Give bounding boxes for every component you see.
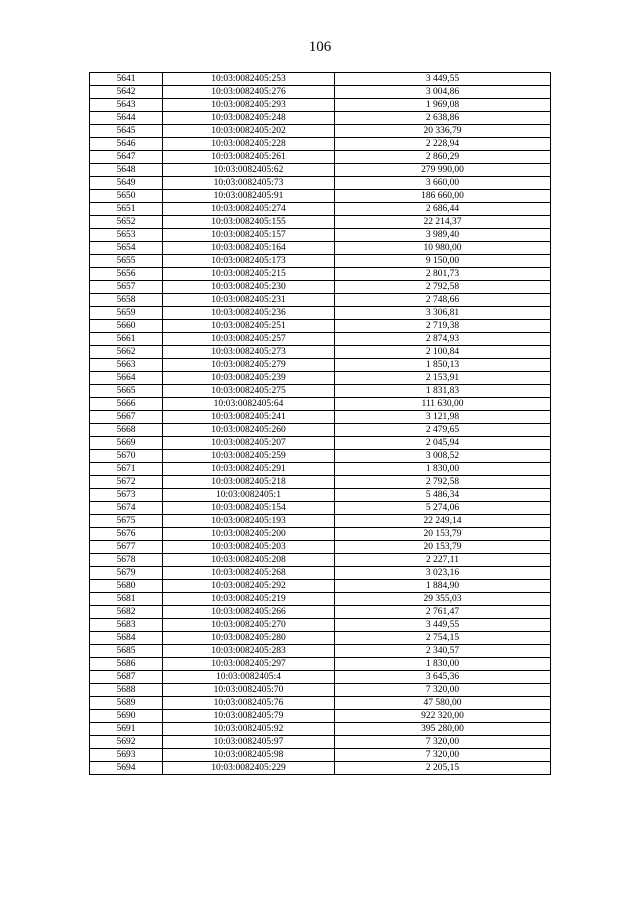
row-number-cell: 5672 [90, 476, 163, 489]
row-number-cell: 5656 [90, 268, 163, 281]
row-number-cell: 5687 [90, 671, 163, 684]
cadastral-number-cell: 10:03:0082405:207 [163, 437, 335, 450]
data-table [89, 72, 551, 775]
cadastral-number-cell: 10:03:0082405:219 [163, 593, 335, 606]
value-cell: 2 792,58 [335, 281, 551, 294]
table-row [90, 346, 551, 359]
cadastral-number-cell: 10:03:0082405:193 [163, 515, 335, 528]
table-row [90, 73, 551, 86]
value-cell: 3 449,55 [335, 73, 551, 86]
value-cell: 2 860,29 [335, 151, 551, 164]
row-number-cell: 5674 [90, 502, 163, 515]
cadastral-number-cell: 10:03:0082405:260 [163, 424, 335, 437]
value-cell: 2 719,38 [335, 320, 551, 333]
table-row [90, 567, 551, 580]
row-number-cell: 5646 [90, 138, 163, 151]
value-cell: 20 336,79 [335, 125, 551, 138]
table-row [90, 125, 551, 138]
value-cell: 10 980,00 [335, 242, 551, 255]
cadastral-number-cell: 10:03:0082405:208 [163, 554, 335, 567]
value-cell: 7 320,00 [335, 749, 551, 762]
row-number-cell: 5685 [90, 645, 163, 658]
value-cell: 2 748,66 [335, 294, 551, 307]
row-number-cell: 5682 [90, 606, 163, 619]
row-number-cell: 5645 [90, 125, 163, 138]
row-number-cell: 5663 [90, 359, 163, 372]
cadastral-number-cell: 10:03:0082405:97 [163, 736, 335, 749]
table-row [90, 489, 551, 502]
cadastral-number-cell: 10:03:0082405:241 [163, 411, 335, 424]
value-cell: 1 831,83 [335, 385, 551, 398]
cadastral-number-cell: 10:03:0082405:92 [163, 723, 335, 736]
cadastral-number-cell: 10:03:0082405:157 [163, 229, 335, 242]
cadastral-number-cell: 10:03:0082405:275 [163, 385, 335, 398]
value-cell: 2 100,84 [335, 346, 551, 359]
table-row [90, 229, 551, 242]
table-row [90, 216, 551, 229]
cadastral-number-cell: 10:03:0082405:280 [163, 632, 335, 645]
table-row [90, 411, 551, 424]
table-row [90, 372, 551, 385]
row-number-cell: 5642 [90, 86, 163, 99]
cadastral-number-cell: 10:03:0082405:64 [163, 398, 335, 411]
row-number-cell: 5665 [90, 385, 163, 398]
table-row [90, 697, 551, 710]
row-number-cell: 5694 [90, 762, 163, 775]
cadastral-number-cell: 10:03:0082405:73 [163, 177, 335, 190]
cadastral-number-cell: 10:03:0082405:273 [163, 346, 335, 359]
cadastral-number-cell: 10:03:0082405:173 [163, 255, 335, 268]
row-number-cell: 5647 [90, 151, 163, 164]
table-row [90, 619, 551, 632]
row-number-cell: 5650 [90, 190, 163, 203]
table-row [90, 112, 551, 125]
row-number-cell: 5661 [90, 333, 163, 346]
cadastral-number-cell: 10:03:0082405:70 [163, 684, 335, 697]
value-cell: 186 660,00 [335, 190, 551, 203]
row-number-cell: 5657 [90, 281, 163, 294]
value-cell: 2 761,47 [335, 606, 551, 619]
value-cell: 2 205,15 [335, 762, 551, 775]
row-number-cell: 5691 [90, 723, 163, 736]
value-cell: 922 320,00 [335, 710, 551, 723]
cadastral-number-cell: 10:03:0082405:4 [163, 671, 335, 684]
table-row [90, 268, 551, 281]
cadastral-number-cell: 10:03:0082405:79 [163, 710, 335, 723]
table-body [90, 73, 551, 775]
value-cell: 2 754,15 [335, 632, 551, 645]
cadastral-number-cell: 10:03:0082405:276 [163, 86, 335, 99]
value-cell: 2 227,11 [335, 554, 551, 567]
table-row [90, 554, 551, 567]
cadastral-number-cell: 10:03:0082405:91 [163, 190, 335, 203]
value-cell: 1 830,00 [335, 463, 551, 476]
value-cell: 2 874,93 [335, 333, 551, 346]
table-row [90, 762, 551, 775]
row-number-cell: 5655 [90, 255, 163, 268]
table-row [90, 580, 551, 593]
table-row [90, 385, 551, 398]
table-row [90, 333, 551, 346]
table-row [90, 606, 551, 619]
table-row [90, 749, 551, 762]
row-number-cell: 5675 [90, 515, 163, 528]
row-number-cell: 5654 [90, 242, 163, 255]
row-number-cell: 5686 [90, 658, 163, 671]
value-cell: 2 638,86 [335, 112, 551, 125]
table-row [90, 476, 551, 489]
cadastral-number-cell: 10:03:0082405:164 [163, 242, 335, 255]
value-cell: 2 340,57 [335, 645, 551, 658]
cadastral-number-cell: 10:03:0082405:228 [163, 138, 335, 151]
row-number-cell: 5651 [90, 203, 163, 216]
value-cell: 5 274,06 [335, 502, 551, 515]
table-row [90, 632, 551, 645]
table-row [90, 658, 551, 671]
value-cell: 2 792,58 [335, 476, 551, 489]
row-number-cell: 5667 [90, 411, 163, 424]
value-cell: 111 630,00 [335, 398, 551, 411]
value-cell: 3 306,81 [335, 307, 551, 320]
row-number-cell: 5692 [90, 736, 163, 749]
table-row [90, 450, 551, 463]
value-cell: 395 280,00 [335, 723, 551, 736]
table-row [90, 710, 551, 723]
value-cell: 1 969,08 [335, 99, 551, 112]
page-number: 106 [308, 39, 332, 55]
cadastral-number-cell: 10:03:0082405:270 [163, 619, 335, 632]
cadastral-number-cell: 10:03:0082405:1 [163, 489, 335, 502]
cadastral-number-cell: 10:03:0082405:202 [163, 125, 335, 138]
table-row [90, 99, 551, 112]
row-number-cell: 5659 [90, 307, 163, 320]
table-row [90, 671, 551, 684]
table-row [90, 203, 551, 216]
row-number-cell: 5658 [90, 294, 163, 307]
table-row [90, 645, 551, 658]
row-number-cell: 5689 [90, 697, 163, 710]
cadastral-number-cell: 10:03:0082405:203 [163, 541, 335, 554]
cadastral-number-cell: 10:03:0082405:279 [163, 359, 335, 372]
table-row [90, 541, 551, 554]
row-number-cell: 5678 [90, 554, 163, 567]
cadastral-number-cell: 10:03:0082405:218 [163, 476, 335, 489]
cadastral-number-cell: 10:03:0082405:266 [163, 606, 335, 619]
value-cell: 5 486,34 [335, 489, 551, 502]
value-cell: 2 153,91 [335, 372, 551, 385]
value-cell: 2 045,94 [335, 437, 551, 450]
table-row [90, 177, 551, 190]
table-row [90, 359, 551, 372]
table-row [90, 138, 551, 151]
value-cell: 1 850,13 [335, 359, 551, 372]
value-cell: 29 355,03 [335, 593, 551, 606]
cadastral-number-cell: 10:03:0082405:268 [163, 567, 335, 580]
table-row [90, 190, 551, 203]
value-cell: 279 990,00 [335, 164, 551, 177]
cadastral-number-cell: 10:03:0082405:297 [163, 658, 335, 671]
table-row [90, 307, 551, 320]
value-cell: 9 150,00 [335, 255, 551, 268]
cadastral-number-cell: 10:03:0082405:231 [163, 294, 335, 307]
value-cell: 3 660,00 [335, 177, 551, 190]
table-row [90, 593, 551, 606]
table-row [90, 320, 551, 333]
value-cell: 2 801,73 [335, 268, 551, 281]
cadastral-number-cell: 10:03:0082405:292 [163, 580, 335, 593]
table-row [90, 294, 551, 307]
table-row [90, 515, 551, 528]
row-number-cell: 5649 [90, 177, 163, 190]
value-cell: 7 320,00 [335, 736, 551, 749]
value-cell: 3 449,55 [335, 619, 551, 632]
cadastral-number-cell: 10:03:0082405:62 [163, 164, 335, 177]
cadastral-number-cell: 10:03:0082405:239 [163, 372, 335, 385]
row-number-cell: 5673 [90, 489, 163, 502]
value-cell: 1 830,00 [335, 658, 551, 671]
cadastral-number-cell: 10:03:0082405:76 [163, 697, 335, 710]
row-number-cell: 5662 [90, 346, 163, 359]
row-number-cell: 5670 [90, 450, 163, 463]
value-cell: 2 228,94 [335, 138, 551, 151]
row-number-cell: 5653 [90, 229, 163, 242]
cadastral-number-cell: 10:03:0082405:215 [163, 268, 335, 281]
row-number-cell: 5683 [90, 619, 163, 632]
row-number-cell: 5660 [90, 320, 163, 333]
table-row [90, 723, 551, 736]
cadastral-number-cell: 10:03:0082405:98 [163, 749, 335, 762]
cadastral-number-cell: 10:03:0082405:230 [163, 281, 335, 294]
row-number-cell: 5679 [90, 567, 163, 580]
cadastral-number-cell: 10:03:0082405:261 [163, 151, 335, 164]
cadastral-number-cell: 10:03:0082405:200 [163, 528, 335, 541]
table-row [90, 86, 551, 99]
cadastral-number-cell: 10:03:0082405:248 [163, 112, 335, 125]
cadastral-number-cell: 10:03:0082405:293 [163, 99, 335, 112]
table-row [90, 736, 551, 749]
cadastral-number-cell: 10:03:0082405:291 [163, 463, 335, 476]
table-row [90, 151, 551, 164]
table-row [90, 424, 551, 437]
value-cell: 3 989,40 [335, 229, 551, 242]
table-row [90, 684, 551, 697]
row-number-cell: 5652 [90, 216, 163, 229]
table-row [90, 255, 551, 268]
row-number-cell: 5684 [90, 632, 163, 645]
table-row [90, 281, 551, 294]
row-number-cell: 5681 [90, 593, 163, 606]
table-row [90, 242, 551, 255]
cadastral-number-cell: 10:03:0082405:283 [163, 645, 335, 658]
row-number-cell: 5690 [90, 710, 163, 723]
row-number-cell: 5644 [90, 112, 163, 125]
table-row [90, 463, 551, 476]
value-cell: 20 153,79 [335, 528, 551, 541]
table-row [90, 528, 551, 541]
row-number-cell: 5671 [90, 463, 163, 476]
value-cell: 3 645,36 [335, 671, 551, 684]
value-cell: 7 320,00 [335, 684, 551, 697]
cadastral-number-cell: 10:03:0082405:155 [163, 216, 335, 229]
value-cell: 3 008,52 [335, 450, 551, 463]
value-cell: 3 023,16 [335, 567, 551, 580]
cadastral-number-cell: 10:03:0082405:257 [163, 333, 335, 346]
value-cell: 22 249,14 [335, 515, 551, 528]
table-row [90, 398, 551, 411]
row-number-cell: 5688 [90, 684, 163, 697]
cadastral-number-cell: 10:03:0082405:253 [163, 73, 335, 86]
cadastral-number-cell: 10:03:0082405:274 [163, 203, 335, 216]
row-number-cell: 5664 [90, 372, 163, 385]
value-cell: 1 884,90 [335, 580, 551, 593]
value-cell: 22 214,37 [335, 216, 551, 229]
row-number-cell: 5668 [90, 424, 163, 437]
row-number-cell: 5680 [90, 580, 163, 593]
cadastral-number-cell: 10:03:0082405:236 [163, 307, 335, 320]
row-number-cell: 5676 [90, 528, 163, 541]
table-row [90, 437, 551, 450]
row-number-cell: 5641 [90, 73, 163, 86]
value-cell: 47 580,00 [335, 697, 551, 710]
value-cell: 20 153,79 [335, 541, 551, 554]
row-number-cell: 5693 [90, 749, 163, 762]
row-number-cell: 5643 [90, 99, 163, 112]
value-cell: 2 479,65 [335, 424, 551, 437]
cadastral-number-cell: 10:03:0082405:229 [163, 762, 335, 775]
table-row [90, 502, 551, 515]
value-cell: 2 686,44 [335, 203, 551, 216]
row-number-cell: 5666 [90, 398, 163, 411]
cadastral-number-cell: 10:03:0082405:154 [163, 502, 335, 515]
row-number-cell: 5648 [90, 164, 163, 177]
value-cell: 3 121,98 [335, 411, 551, 424]
cadastral-number-cell: 10:03:0082405:259 [163, 450, 335, 463]
row-number-cell: 5677 [90, 541, 163, 554]
value-cell: 3 004,86 [335, 86, 551, 99]
row-number-cell: 5669 [90, 437, 163, 450]
table-row [90, 164, 551, 177]
cadastral-number-cell: 10:03:0082405:251 [163, 320, 335, 333]
